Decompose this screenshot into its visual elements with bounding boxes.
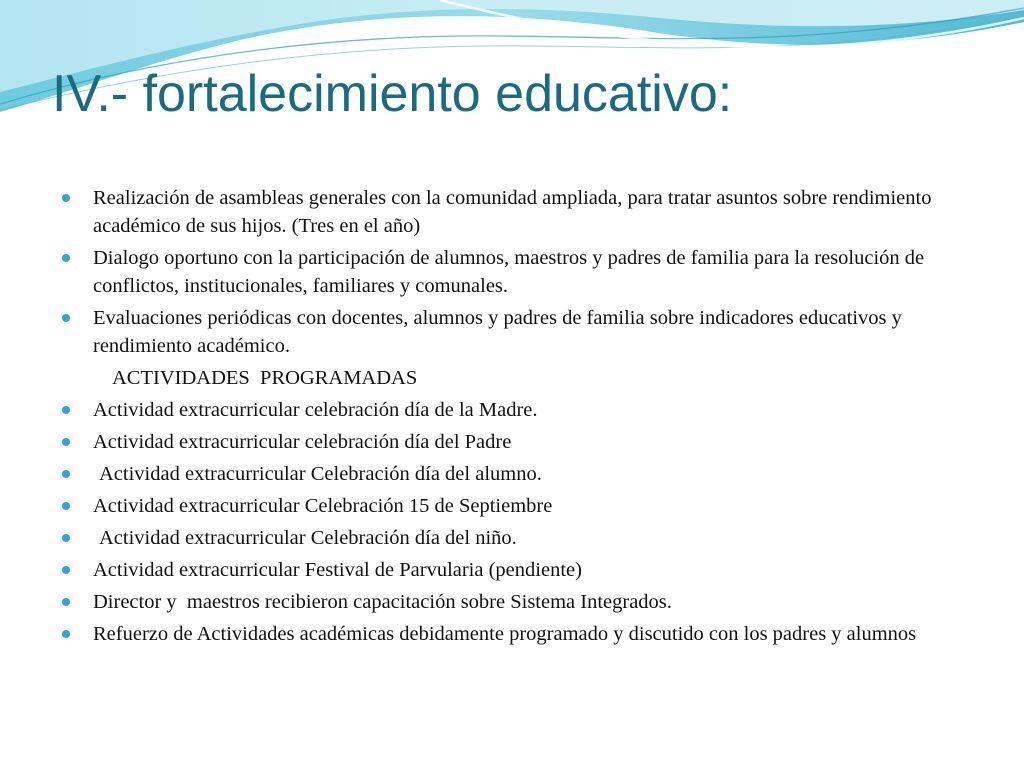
bullet-dot-icon [62, 254, 70, 262]
bullet-dot-icon [62, 630, 70, 638]
bullet-dot-icon [62, 438, 70, 446]
bullet-dot-icon [62, 194, 70, 202]
bullet-dot-icon [62, 598, 70, 606]
list-item-text: Evaluaciones periódicas con docentes, alumnos y padres de familia sobre indicadores educativos y rendimiento académico. [93, 307, 902, 357]
list-item [62, 460, 974, 488]
list-item [62, 184, 974, 240]
list-item-text: Actividad extracurricular Celebración 15 de Septiembre [93, 495, 553, 517]
bullet-dot-icon [62, 502, 70, 510]
section-heading [62, 364, 974, 392]
section-heading-text: ACTIVIDADES PROGRAMADAS [112, 367, 418, 389]
list-item [62, 620, 974, 648]
list-item [62, 396, 974, 424]
list-item [62, 588, 974, 616]
list-item [62, 556, 974, 584]
bullet-dot-icon [62, 406, 70, 414]
list-item-text: Dialogo oportuno con la participación de alumnos, maestros y padres de familia para la resolución de conflictos, institucionales, familiares y comunales. [93, 247, 925, 297]
list-item-text: Actividad extracurricular celebración día de la Madre. [93, 399, 538, 421]
list-item-text: Realización de asambleas generales con la comunidad ampliada, para tratar asuntos sobre rendimiento académico de sus hijos. (Tres en el año) [93, 187, 932, 237]
bullet-dot-icon [62, 470, 70, 478]
list-item-text: Actividad extracurricular celebración día del Padre [93, 431, 512, 453]
bullet-dot-icon [62, 566, 70, 574]
list-item [62, 244, 974, 300]
bullet-dot-icon [62, 314, 70, 322]
slide-title: IV.- fortalecimiento educativo: [52, 65, 733, 123]
bullet-list [62, 184, 974, 652]
bullet-dot-icon [62, 534, 70, 542]
list-item [62, 428, 974, 456]
list-item [62, 492, 974, 520]
list-item-text: Actividad extracurricular Festival de Parvularia (pendiente) [93, 559, 582, 581]
list-item-text: Refuerzo de Actividades académicas debidamente programado y discutido con los padres y alumnos [93, 623, 917, 645]
list-item-text: Actividad extracurricular Celebración día del alumno. [99, 463, 542, 485]
list-item [62, 304, 974, 360]
list-item-text: Director y maestros recibieron capacitación sobre Sistema Integrados. [93, 591, 672, 613]
list-item-text: Actividad extracurricular Celebración día del niño. [99, 527, 517, 549]
list-item [62, 524, 974, 552]
